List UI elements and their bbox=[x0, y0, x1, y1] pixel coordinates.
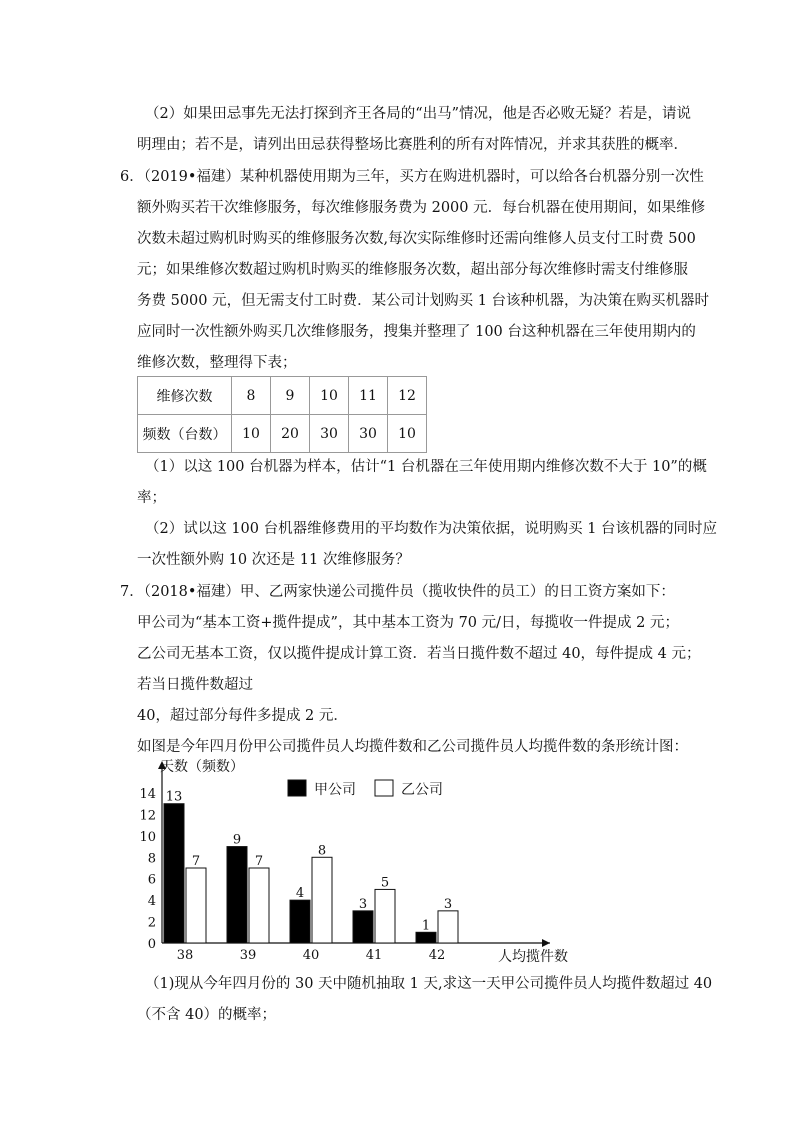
x-tick-label: 40 bbox=[302, 948, 320, 963]
data-label: 5 bbox=[380, 875, 390, 891]
data-label: 13 bbox=[165, 789, 183, 805]
x-axis-arrow bbox=[542, 939, 550, 947]
data-label: 7 bbox=[191, 854, 201, 869]
table-cell: 11 bbox=[349, 377, 388, 415]
q7-part1-line-2: （不含 40）的概率； bbox=[137, 1007, 277, 1023]
q7-line-4: 若当日揽件数超过 bbox=[137, 677, 253, 693]
legend-label: 甲公司 bbox=[314, 782, 356, 798]
q6-line-7: 维修次数，整理得下表； bbox=[137, 355, 297, 371]
q7-line-2: 甲公司为“基本工资+揽件提成”，其中基本工资为 70 元/日，每揽收一件提成 2 元； bbox=[137, 615, 679, 631]
q6-part1-line-1: （1）以这 100 台机器为样本，估计“1 台机器在三年使用期内维修次数不大于 10”的概 bbox=[145, 459, 707, 475]
y-tick-label: 10 bbox=[139, 829, 156, 845]
data-label: 1 bbox=[421, 918, 431, 934]
bar bbox=[353, 911, 373, 943]
y-tick-label: 12 bbox=[139, 808, 156, 824]
y-tick-label: 2 bbox=[147, 915, 156, 931]
x-axis-label: 人均揽件数 bbox=[498, 949, 568, 965]
maintenance-frequency-table bbox=[137, 376, 427, 453]
q7-line-5: 40，超过部分每件多提成 2 元． bbox=[137, 708, 348, 724]
y-tick-label: 8 bbox=[147, 851, 156, 867]
data-label: 4 bbox=[295, 886, 305, 902]
legend-swatch bbox=[288, 780, 306, 796]
q7-line-1: 7．（2018•福建）甲、乙两家快递公司揽件员（揽收快件的员工）的日工资方案如下： bbox=[120, 584, 675, 600]
bar bbox=[312, 857, 332, 943]
table-row bbox=[138, 415, 427, 453]
q7-part1-line-1: （1)现从今年四月份的 30 天中随机抽取 1 天,求这一天甲公司揽件员人均揽件数超过 40 bbox=[145, 976, 713, 992]
table-cell: 20 bbox=[271, 415, 310, 453]
table-cell: 30 bbox=[310, 415, 349, 453]
q5-part2-line-1: （2）如果田忌事先无法打探到齐王各局的“出马”情况，他是否必败无疑？若是，请说 bbox=[145, 106, 692, 122]
table-cell: 9 bbox=[271, 377, 310, 415]
bar bbox=[227, 847, 247, 943]
x-tick-label: 42 bbox=[428, 948, 446, 963]
data-label: 8 bbox=[317, 843, 327, 859]
bar bbox=[249, 868, 269, 943]
q6-line-5: 务费 5000 元，但无需支付工时费．某公司计划购买 1 台该种机器，为决策在购买机器时 bbox=[137, 293, 710, 309]
x-tick-label: 41 bbox=[365, 948, 383, 963]
bar-chart bbox=[120, 755, 590, 965]
q7-line-6: 如图是今年四月份甲公司揽件员人均揽件数和乙公司揽件员人均揽件数的条形统计图： bbox=[137, 739, 688, 755]
q6-part2-line-2: 一次性额外购 10 次还是 11 次维修服务？ bbox=[137, 552, 410, 568]
legend-label: 乙公司 bbox=[401, 782, 443, 798]
table-row-label: 维修次数 bbox=[138, 377, 232, 415]
bar bbox=[416, 932, 436, 943]
q6-line-3: 次数未超过购机时购买的维修服务次数,每次实际维修时还需向维修人员支付工时费 500 bbox=[137, 231, 696, 247]
table-cell: 10 bbox=[388, 415, 427, 453]
q6-line-1: 6．（2019•福建）某种机器使用期为三年，买方在购进机器时，可以给各台机器分别一次性 bbox=[120, 169, 704, 185]
q6-line-2: 额外购买若干次维修服务，每次维修服务费为 2000 元．每台机器在使用期间，如果维修 bbox=[137, 200, 706, 216]
bar bbox=[164, 804, 184, 943]
q6-line-6: 应同时一次性额外购买几次维修服务，搜集并整理了 100 台这种机器在三年使用期内的 bbox=[137, 324, 696, 340]
table-cell: 12 bbox=[388, 377, 427, 415]
q7-line-3: 乙公司无基本工资，仅以揽件提成计算工资．若当日揽件数不超过 40，每件提成 4 元； bbox=[137, 646, 701, 662]
x-tick-label: 39 bbox=[239, 948, 257, 963]
q6-part2-line-1: （2）试以这 100 台机器维修费用的平均数作为决策依据，说明购买 1 台该机器的同时应 bbox=[145, 521, 718, 537]
q5-part2-line-2: 明理由；若不是，请列出田忌获得整场比赛胜利的所有对阵情况，并求其获胜的概率． bbox=[137, 137, 688, 153]
bar bbox=[290, 900, 310, 943]
data-label: 3 bbox=[443, 896, 453, 912]
y-tick-label: 6 bbox=[147, 872, 156, 888]
y-tick-label: 4 bbox=[147, 894, 156, 910]
y-axis-label: 天数（频数） bbox=[160, 759, 244, 775]
y-tick-label: 14 bbox=[139, 787, 156, 802]
table-row bbox=[138, 377, 427, 415]
table-cell: 10 bbox=[310, 377, 349, 415]
x-tick-label: 38 bbox=[176, 948, 194, 963]
bar bbox=[375, 889, 395, 943]
table-cell: 8 bbox=[232, 377, 271, 415]
table-cell: 30 bbox=[349, 415, 388, 453]
bar bbox=[186, 868, 206, 943]
legend-swatch bbox=[375, 780, 393, 796]
data-label: 9 bbox=[232, 832, 242, 848]
q6-line-4: 元；如果维修次数超过购机时购买的维修服务次数，超出部分每次维修时需支付维修服 bbox=[137, 262, 688, 278]
table-row-label: 频数（台数） bbox=[138, 415, 232, 453]
bar bbox=[438, 911, 458, 943]
y-tick-label: 0 bbox=[147, 937, 156, 952]
data-label: 3 bbox=[358, 896, 368, 912]
q6-part1-line-2: 率； bbox=[137, 490, 166, 506]
data-label: 7 bbox=[254, 854, 264, 869]
table-cell: 10 bbox=[232, 415, 271, 453]
